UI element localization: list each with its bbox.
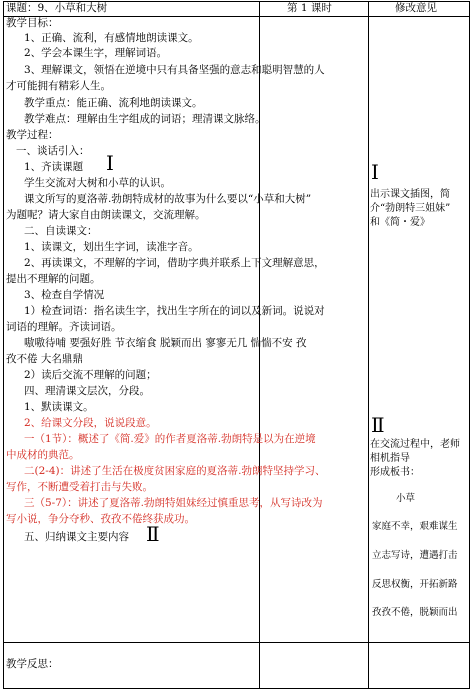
side-roman-2: Ⅱ <box>371 413 385 437</box>
board-line: 家庭不幸，艰难谋生 <box>372 521 458 532</box>
column-divider-notes <box>368 2 369 688</box>
text-line: 2）读后交流不理解的问题； <box>24 369 157 381</box>
side-note-line: 和《简・爱》 <box>370 217 430 228</box>
header-divider <box>4 16 469 17</box>
text-line: 五、归纳课文主要内容 <box>24 531 129 543</box>
lesson-title: 课题：9、小草和大树 <box>6 2 108 14</box>
board-line: 立志写诗，遭遇打击 <box>372 550 458 561</box>
side-note-line: 在交流过程中，老师 <box>370 439 460 450</box>
side-roman-1: Ⅰ <box>371 160 379 184</box>
side-note-line: 相机指导 <box>370 453 410 464</box>
text-line: 提出不理解的问题。 <box>6 273 101 285</box>
reflection-label: 教学反思： <box>6 658 59 670</box>
text-line: 1、齐读课题 <box>24 161 84 173</box>
revision-header: 修改意见 <box>395 2 437 14</box>
side-note-line: 形成板书： <box>370 467 420 478</box>
text-line: 2、再读课文，不理解的字词，借助字典并联系上下文理解意思， <box>24 257 325 269</box>
red-text-line: 一（1节）：概述了《简.爱》的作者夏洛蒂.勃朗特是以为在逆境 <box>24 433 316 445</box>
red-text-line: 二(2-4)：讲述了生活在极度贫困家庭的夏洛蒂.勃朗特坚持学习、 <box>24 465 326 477</box>
roman-numeral-1: Ⅰ <box>106 151 114 175</box>
text-line: 教学难点：理解由生字组成的词语；理清课文脉络。 <box>24 113 266 125</box>
objectives-heading: 教学目标： <box>6 17 59 29</box>
text-line: 二、自读课文： <box>24 225 98 237</box>
text-line: 教学重点：能正确、流利地朗读课文。 <box>24 97 203 109</box>
period-label: 第 1 课时 <box>287 2 332 14</box>
text-line: 词语的理解。齐读词语。 <box>6 321 122 333</box>
red-text-line: 写小说，争分夺秒、孜孜不倦终获成功。 <box>6 513 195 525</box>
red-text-line: 三（5-7）：讲述了夏洛蒂.勃朗特姐妹经过慎重思考，从写诗改为 <box>24 497 323 509</box>
text-line: 3、检查自学情况 <box>24 289 105 301</box>
word-list: 嗷嗷待哺 要强好胜 节衣缩食 脱颖而出 寥寥无几 惴惴不安 孜 <box>24 337 307 349</box>
board-line: 反思权衡，开拓新路 <box>372 579 458 590</box>
red-text-line: 中成材的典范。 <box>6 449 80 461</box>
text-line: 学生交流对大树和小草的认识。 <box>24 177 171 189</box>
text-line: 才可能拥有精彩人生。 <box>6 80 111 92</box>
red-text-line: 2、给课文分段，说说段意。 <box>24 417 157 429</box>
roman-numeral-2: Ⅱ <box>146 522 160 546</box>
text-line: 为题呢？请大家自由朗读课文，交流理解。 <box>6 209 206 221</box>
board-line: 孜孜不倦，脱颖而出 <box>372 607 458 618</box>
side-note-line: 介“勃朗特三姐妹” <box>370 203 451 214</box>
board-title: 小草 <box>396 493 416 504</box>
text-line: 3、理解课文，领悟在逆境中只有具备坚强的意志和聪明智慧的人 <box>24 64 325 76</box>
reflection-divider <box>4 642 469 643</box>
text-line: 一、谈话引入： <box>16 145 90 157</box>
text-line: 1、默读课文。 <box>24 401 94 413</box>
text-line: 四、理清课文层次，分段。 <box>24 385 150 397</box>
text-line: 课文所写的夏洛蒂.勃朗特成材的故事为什么要以“小草和大树” <box>24 193 312 205</box>
text-line: 1、正确、流利，有感情地朗读课文。 <box>24 32 199 44</box>
process-heading: 教学过程： <box>6 129 59 141</box>
text-line: 1）检查词语：指名读生字，找出生字所在的词以及新词。说说对 <box>24 305 325 317</box>
side-note-line: 出示课文插图，简 <box>370 189 450 200</box>
text-line: 1、读课文，划出生字词，读准字音。 <box>24 241 199 253</box>
text-line: 2、学会本课生字，理解词语。 <box>24 47 168 59</box>
word-list: 孜不倦 大名鼎鼎 <box>6 353 83 365</box>
red-text-line: 写作，不断遭受着打击与失败。 <box>6 481 153 493</box>
